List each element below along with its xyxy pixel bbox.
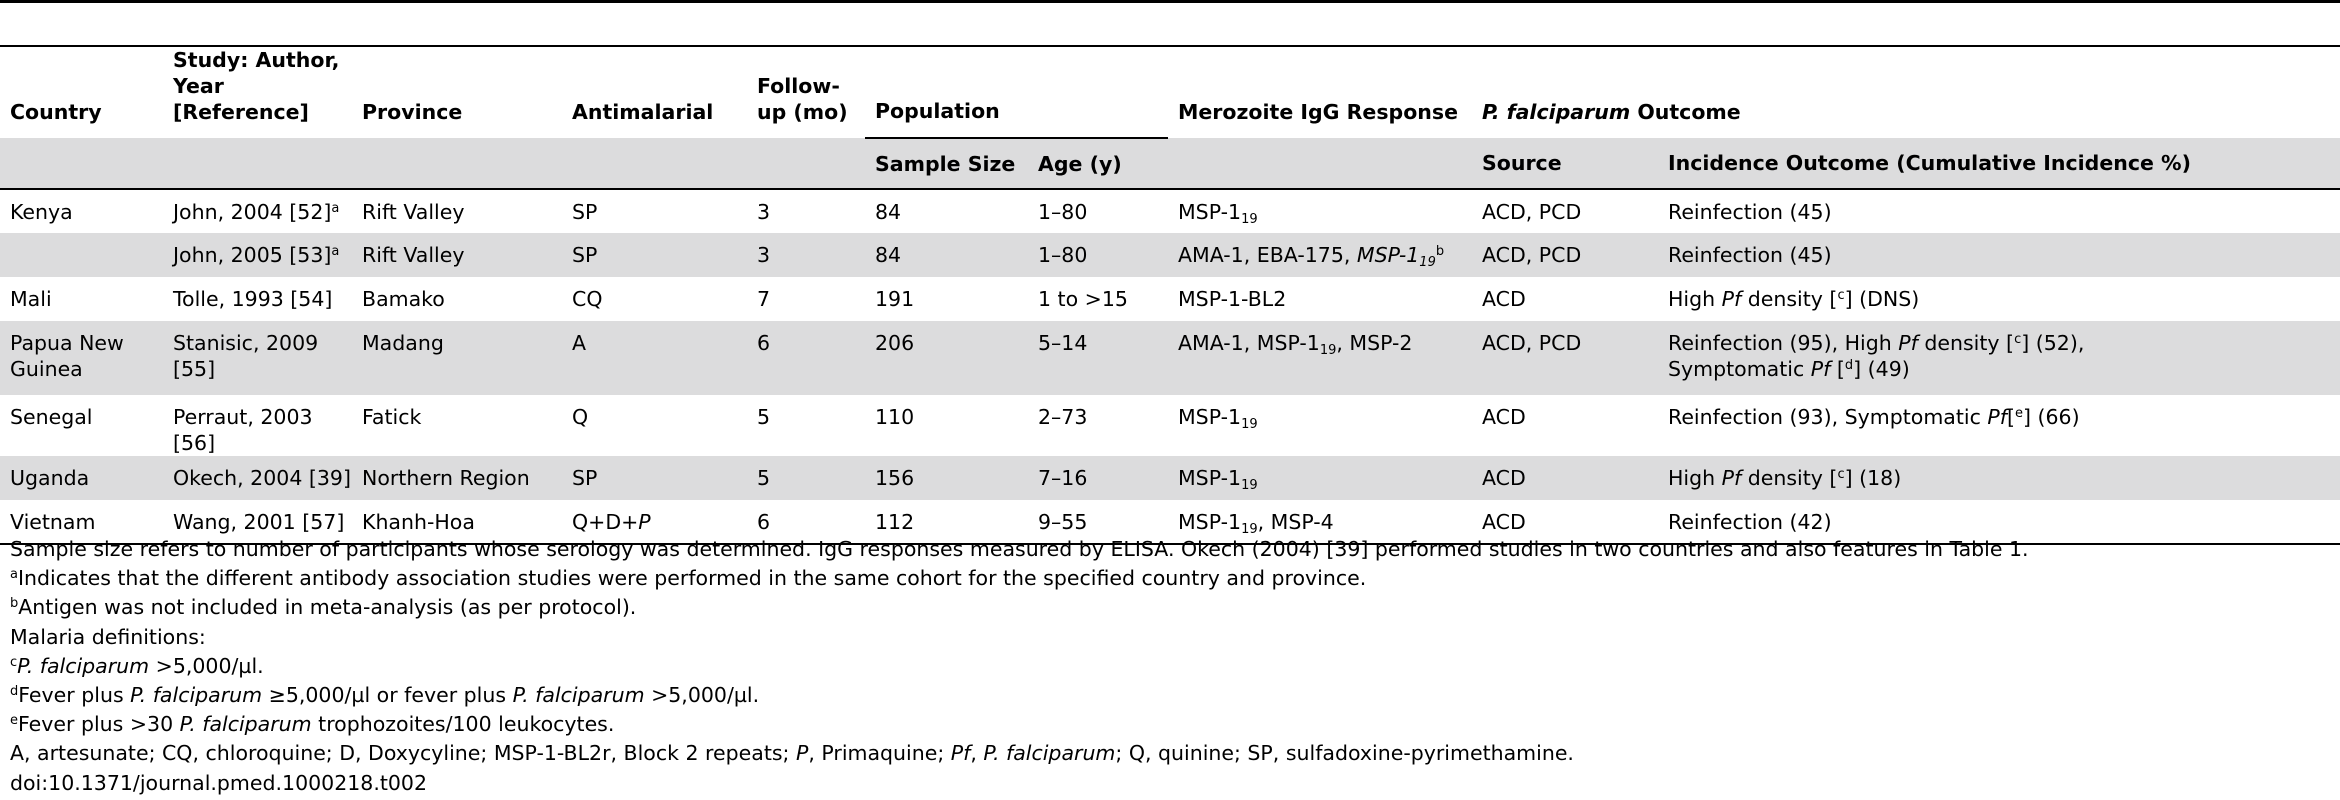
province-cell: Khanh-Hoa xyxy=(352,500,562,544)
followup-cell: 6 xyxy=(757,331,771,355)
followup-cell: 5 xyxy=(757,405,771,429)
table-row xyxy=(0,277,2340,321)
study-cell: Okech, 2004 [39] xyxy=(173,466,351,490)
footnote-malaria-definitions: Malaria definitions: xyxy=(10,624,206,649)
followup-cell: 3 xyxy=(757,243,771,267)
igg-cell: MSP-1-BL2 xyxy=(1178,287,1287,311)
table-row xyxy=(0,395,2340,456)
header-source: Source xyxy=(1482,151,1562,175)
age-cell: 2–73 xyxy=(1038,405,1088,429)
table-row xyxy=(0,189,2340,233)
header-antimalarial: Antimalarial xyxy=(562,46,747,138)
followup-cell: 3 xyxy=(747,189,865,233)
study-cell: John, 2004 $[52]^a$ xyxy=(163,189,352,233)
age-cell: 1–80 xyxy=(1028,189,1168,233)
header-outcome: P. falciparum Outcome xyxy=(1472,46,2340,138)
outcome-cell: High Pf density [$^c$] (DNS) xyxy=(1668,287,1920,311)
sample-size-cell: 110 xyxy=(875,405,915,429)
footnote-d: $^d$Fever plus P. falciparum ≥5,000/µl or fever plus P. falciparum >5,000/µl. xyxy=(10,683,760,708)
data-table xyxy=(0,45,2340,545)
sample-size-cell: 112 xyxy=(865,500,1028,544)
province-cell: Northern Region xyxy=(362,466,530,490)
table-row xyxy=(0,233,2340,277)
igg-cell: AMA-1, MSP-$1_{19}$, MSP-2 xyxy=(1178,331,1413,358)
antimalarial-cell: Q+D+P xyxy=(562,500,747,544)
age-cell: 7–16 xyxy=(1038,466,1088,490)
sample-size-cell: 191 xyxy=(875,287,915,311)
footnote-abbreviations: A, artesunate; CQ, chloroquine; D, Doxycyline; MSP-1-BL2r, Block 2 repeats; P, Primaquine; Pf, P. falciparum; Q, quinine; SP, sulfadoxine-pyrimethamine. xyxy=(10,741,1574,766)
antimalarial-cell: SP xyxy=(572,243,598,267)
age-cell: 9–55 xyxy=(1028,500,1168,544)
footnote-b: $^b$Antigen was not included in meta-analysis (as per protocol). xyxy=(10,595,637,620)
study-cell: Tolle, 1993 [54] xyxy=(173,287,333,311)
outcome-cell: Reinfection (95), High Pf density [$^c$] (52), Symptomatic Pf [$^d$] (49) xyxy=(1668,331,2085,381)
footnote-general: Sample size refers to number of participants whose serology was determined. IgG responses measured by ELISA. Okech (2004) [39] performed studies in two countries and also features in Table 1. xyxy=(10,537,2029,561)
study-cell: John, 2005 $[53]^a$ xyxy=(173,243,340,267)
antimalarial-cell: SP xyxy=(572,466,598,490)
province-cell: Bamako xyxy=(362,287,445,311)
country-cell: Uganda xyxy=(10,466,90,490)
source-cell: ACD, PCD xyxy=(1482,331,1582,355)
table-row xyxy=(0,321,2340,395)
header-province: Province xyxy=(352,46,562,138)
sample-size-cell: 206 xyxy=(875,331,915,355)
country-cell: Vietnam xyxy=(0,500,163,544)
country-cell: Mali xyxy=(10,287,52,311)
footnote-a: $^a$Indicates that the different antibody association studies were performed in the same cohort for the specified country and province. xyxy=(10,566,1367,591)
source-cell: ACD xyxy=(1482,405,1526,429)
country-cell: Papua New Guinea xyxy=(10,331,124,381)
header-igg-response: Merozoite IgG Response xyxy=(1168,46,1472,138)
province-cell: Fatick xyxy=(362,405,422,429)
antimalarial-cell: A xyxy=(572,331,587,355)
antimalarial-cell: CQ xyxy=(572,287,603,311)
doi-link[interactable]: doi:10.1371/journal.pmed.1000218.t002 xyxy=(10,770,428,795)
country-cell: Kenya xyxy=(0,189,163,233)
source-cell: ACD xyxy=(1482,287,1526,311)
study-cell: Wang, 2001 [57] xyxy=(163,500,352,544)
source-cell: ACD, PCD xyxy=(1472,189,1658,233)
igg-cell: MSP-$1_{19}$ xyxy=(1178,466,1258,493)
followup-cell: 5 xyxy=(757,466,771,490)
province-cell: Rift Valley xyxy=(352,189,562,233)
age-cell: 1–80 xyxy=(1038,243,1088,267)
country-cell xyxy=(0,233,163,277)
age-cell: 1 to >15 xyxy=(1038,287,1128,311)
igg-cell: AMA-1, EBA-175, MSP-$1_{19}^b$ xyxy=(1178,243,1445,270)
province-cell: Madang xyxy=(362,331,444,355)
sample-size-cell: 156 xyxy=(875,466,915,490)
study-cell: Stanisic, 2009 [55] xyxy=(173,331,319,381)
antimalarial-cell: SP xyxy=(562,189,747,233)
header-study: Study: Author, Year [Reference] xyxy=(163,46,352,138)
outcome-cell: Reinfection (42) xyxy=(1658,500,2340,544)
outcome-cell: Reinfection (45) xyxy=(1658,189,2340,233)
sample-size-cell: 84 xyxy=(875,243,902,267)
table-row xyxy=(0,456,2340,500)
sample-size-cell: 84 xyxy=(865,189,1028,233)
followup-cell: 7 xyxy=(757,287,771,311)
footnote-c: $^c$P. falciparum >5,000/µl. xyxy=(10,653,264,678)
header-sample-size: Sample Size xyxy=(875,151,1016,176)
study-cell: Perraut, 2003 [56] xyxy=(173,405,313,455)
footnote-e: $^e$Fever plus >30 P. falciparum trophozoites/100 leukocytes. xyxy=(10,712,615,737)
igg-cell: MSP-$1_{19}$ xyxy=(1178,405,1258,432)
igg-cell: MSP-$1_{19}$, MSP-4 xyxy=(1168,500,1472,544)
top-rule xyxy=(0,0,2340,3)
antimalarial-cell: Q xyxy=(572,405,589,429)
header-incidence: Incidence Outcome (Cumulative Incidence %) xyxy=(1668,151,2191,175)
source-cell: ACD, PCD xyxy=(1482,243,1582,267)
outcome-cell: Reinfection (45) xyxy=(1668,243,1832,267)
age-cell: 5–14 xyxy=(1038,331,1088,355)
source-cell: ACD xyxy=(1472,500,1658,544)
followup-cell: 6 xyxy=(747,500,865,544)
header-country: Country xyxy=(0,46,163,138)
table-footnotes xyxy=(10,535,2330,798)
header-age: Age (y) xyxy=(1038,151,1122,176)
header-followup: Follow- up (mo) xyxy=(747,46,865,138)
header-population: Population xyxy=(865,46,1168,138)
province-cell: Rift Valley xyxy=(362,243,465,267)
country-cell: Senegal xyxy=(10,405,93,429)
outcome-cell: Reinfection (93), Symptomatic Pf[$^e$] (66) xyxy=(1668,405,2080,429)
outcome-cell: High Pf density [$^c$] (18) xyxy=(1668,466,1902,490)
source-cell: ACD xyxy=(1482,466,1526,490)
igg-cell: MSP-$1_{19}$ xyxy=(1168,189,1472,233)
